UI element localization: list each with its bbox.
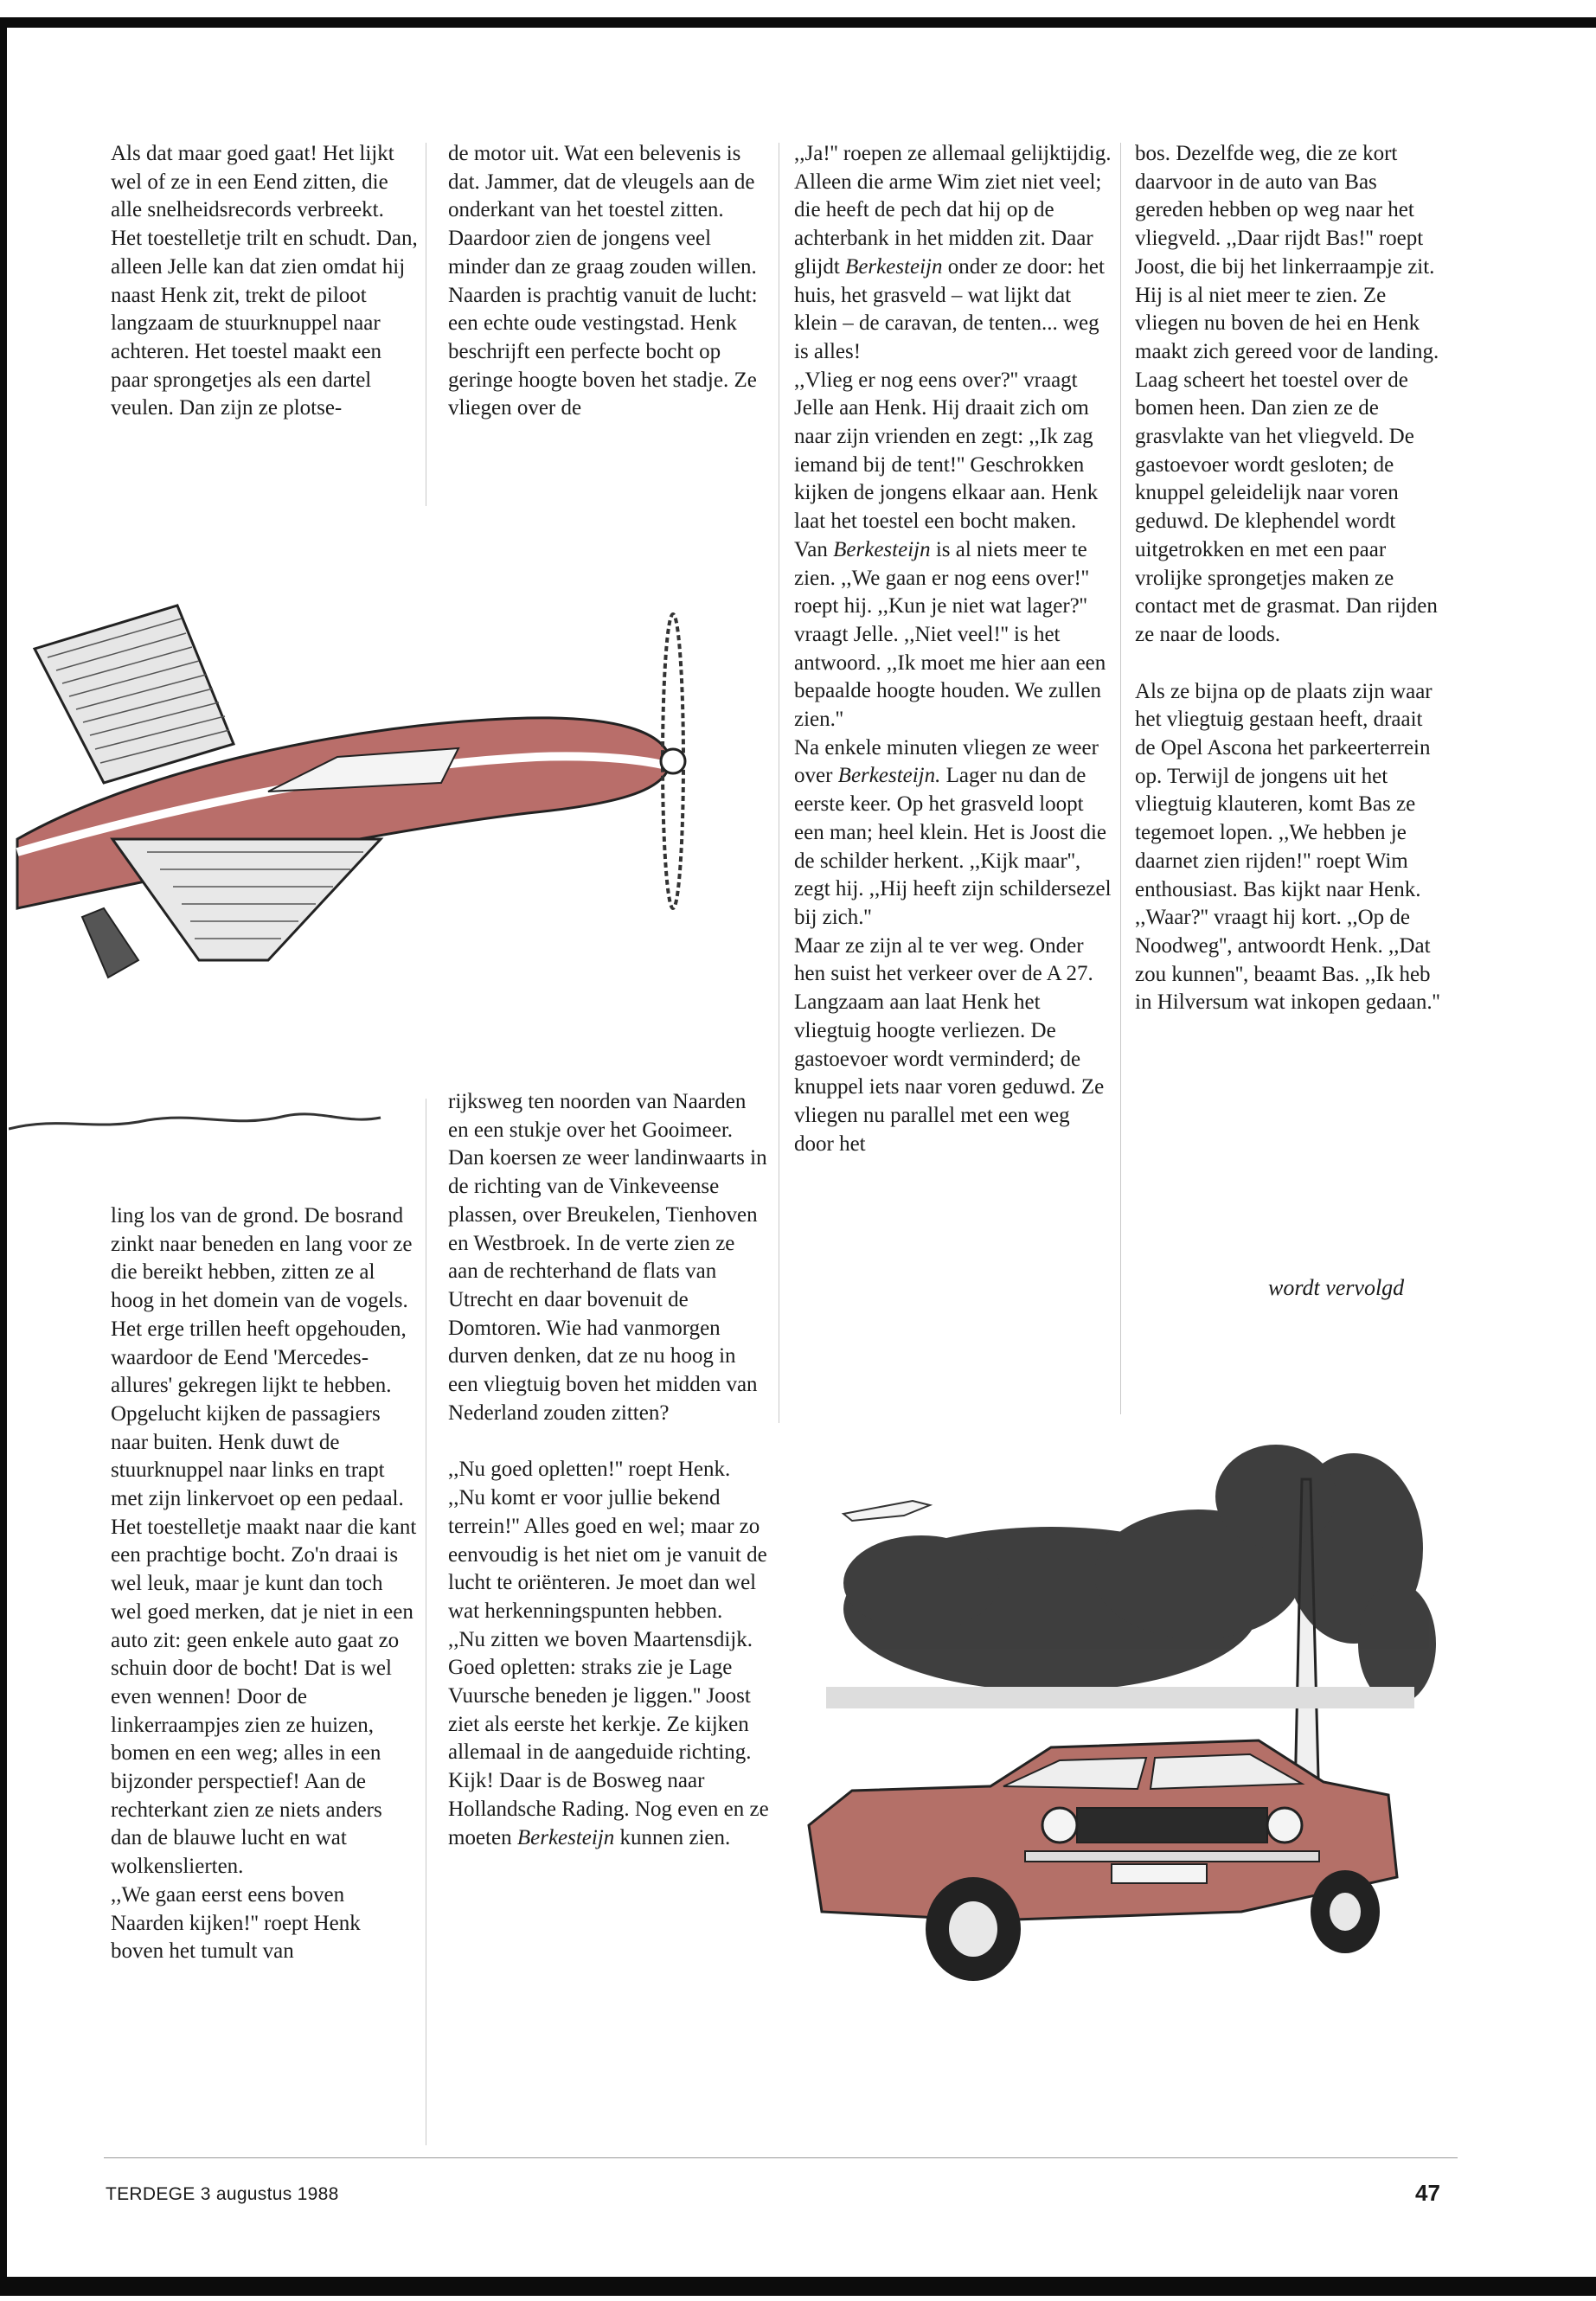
column-3 [794, 140, 1112, 1158]
paragraph: Maar ze zijn al te ver weg. Onder hen suist het verkeer over de A 27. Langzaam aan laat Henk het vliegtuig hoogte verliezen. De gastoevoer wordt verminderd; de knuppel iets naar voren geduwd. Ze vliegen nu parallel met een weg door het [794, 933, 1105, 1156]
paragraph: Als ze bijna op de plaats zijn waar het vliegtuig gestaan heeft, draait de Opel Ascona het parkeerterrein op. Terwijl de jongens uit het vliegtuig klauteren, komt Bas ze tegemoet lopen. ,,We hebben je daarnet zien rijden!'' roept Wim enthousiast. Bas kijkt naar Henk. ,,Waar?'' vraagt hij kort. ,,Op de Noodweg'', antwoordt Henk. ,,Dat zou kunnen'', beaamt Bas. ,,Ik heb in Hilversum wat inkopen gedaan.'' [1135, 679, 1440, 1015]
paragraph: Na enkele minuten vliegen ze weer over Berkesteijn. Lager nu dan de eerste keer. Op het grasveld loopt een man; heel klein. Het is Joost die de schilder herkent. ,,Kijk maar'', zegt hij. ,,Hij heeft zijn schildersezel bij zich.'' [794, 735, 1112, 929]
column-2-top [448, 140, 770, 423]
page-number: 47 [1415, 2180, 1440, 2206]
paragraph: rijksweg ten noorden van Naarden en een stukje over het Gooimeer. Dan koersen ze weer landinwaarts in de richting van de Vinkeveense plassen, over Breukelen, Tienhoven en Westbroek. In de verte zien ze aan de rechterhand de flats van Utrecht en daar bovenuit de Domtoren. Wie had vanmorgen durven denken, dat ze nu hoog in een vliegtuig boven het midden van Nederland zouden zitten? [448, 1090, 767, 1425]
airplane-lower-wing [112, 839, 381, 960]
left-border [0, 17, 7, 2279]
paragraph: ,,Vlieg er nog eens over?'' vraagt Jelle aan Henk. Hij draait zich om naar zijn vrienden en zegt: ,,Ik zag iemand bij de tent!'' Geschrokken kijken de jongens elkaar aan. Henk laat het toestel een bocht maken. Van Berkesteijn is al niets meer te zien. ,,We gaan er nog eens over!'' roept hij. ,,Kun je niet wat lager?'' vraagt Jelle. ,,Niet veel!'' is het antwoord. ,,Ik moet me hier aan een bepaalde hoogte houden. We zullen zien.'' [794, 368, 1106, 732]
paragraph: ,,We gaan eerst eens boven Naarden kijken!'' roept Henk boven het tumult van [111, 1882, 361, 1964]
top-border [0, 17, 1596, 28]
column-divider [1120, 143, 1121, 1414]
column-2-bottom [448, 1088, 770, 1852]
publication-footer: TERDEGE 3 augustus 1988 [106, 2184, 339, 2204]
bottom-border [0, 2277, 1596, 2296]
paragraph: bos. Dezelfde weg, die ze kort daarvoor in de auto van Bas gereden hebben op weg naar het vliegveld. ,,Daar rijdt Bas!'' roept Joost, die bij het linkerraampje zit. Hij is al niet meer te zien. Ze vliegen nu boven de hei en Henk maakt zich gereed voor de landing. Laag scheert het toestel over de bomen heen. Dan zien ze de grasvlakte van het vliegveld. De gastoevoer wordt gesloten; de knuppel geleidelijk naar voren geduwd. De klephendel wordt uitgetrokken en met een paar vrolijke sprongetjes maken ze contact met de grasmat. Dan rijden ze naar de loods. [1135, 142, 1439, 646]
footer-rule [104, 2157, 1458, 2158]
paragraph: de motor uit. Wat een belevenis is dat. Jammer, dat de vleugels aan de onderkant van het toestel zitten. Daardoor zien de jongens veel minder dan ze graag zouden willen. Naarden is prachtig vanuit de lucht: een echte oude vestingstad. Henk beschrijft een perfecte bocht op geringe hoogte boven het stadje. Ze vliegen over de [448, 142, 758, 420]
small-plane-icon [843, 1501, 930, 1521]
paragraph: ,,Nu zitten we boven Maartensdijk. Goed opletten: straks zie je Lage Vuursche beneden je liggen.'' Joost ziet als eerste het kerkje. Ze kijken allemaal in de aangeduide richting. Kijk! Daar is de Bosweg naar Hollandsche Rading. Nog even en ze moeten Berkesteijn kunnen zien. [448, 1627, 769, 1849]
column-1-bottom [111, 1202, 418, 1966]
column-4 [1135, 140, 1446, 1017]
to-be-continued: wordt vervolgd [1268, 1275, 1405, 1300]
car-illustration [792, 1427, 1449, 2137]
paragraph: Als dat maar goed gaat! Het lijkt wel of ze in een Eend zitten, die alle snelheidsrecords verbreekt. Het toestelletje trilt en schudt. Dan, alleen Jelle kan dat zien omdat hij naast Henk zit, trekt de piloot langzaam de stuurknuppel naar achteren. Het toestel maakt een paar sprongetjes als een dartel veulen. Dan zijn ze plotse- [111, 142, 418, 420]
paragraph: ling los van de grond. De bosrand zinkt naar beneden en lang voor ze die bereikt hebben, zitten ze al hoog in het domein van de vogels. Het erge trillen heeft opgehouden, waardoor de Eend 'Mercedes-allures' gekregen lijkt te hebben. Opgelucht kijken de passagiers naar buiten. Henk duwt de stuurknuppel naar links en trapt met zijn linkervoet op een pedaal. Het toestelletje maakt naar die kant een prachtige bocht. Zo'n draai is wel leuk, maar je kunt dan toch wel goed merken, dat je niet in een auto zit: geen enkele auto gaat zo schuin door de bocht! Dat is wel even wennen! Door de linkerraampjes zien ze huizen, bomen en een weg; alles in een bijzonder perspectief! Aan de rechterkant zien ze niets anders dan de blauwe lucht en wat wolkenslierten. [111, 1204, 417, 1879]
paragraph: ,,Ja!'' roepen ze allemaal gelijktijdig. Alleen die arme Wim ziet niet veel; die heeft de pech dat hij op de achterbank in het midden zit. Daar glijdt Berkesteijn onder ze door: het huis, het grasveld – wat lijkt dat klein – de caravan, de tenten... weg is alles! [794, 142, 1112, 363]
column-1-top [111, 140, 418, 423]
paragraph: ,,Nu goed opletten!'' roept Henk. ,,Nu komt er voor jullie bekend terrein!'' Alles goed en wel; maar zo eenvoudig is het niet om je vanuit de lucht te oriënteren. Je moet dan wel wat herkenningspunten hebben. [448, 1458, 767, 1623]
airplane-illustration [9, 554, 770, 1142]
